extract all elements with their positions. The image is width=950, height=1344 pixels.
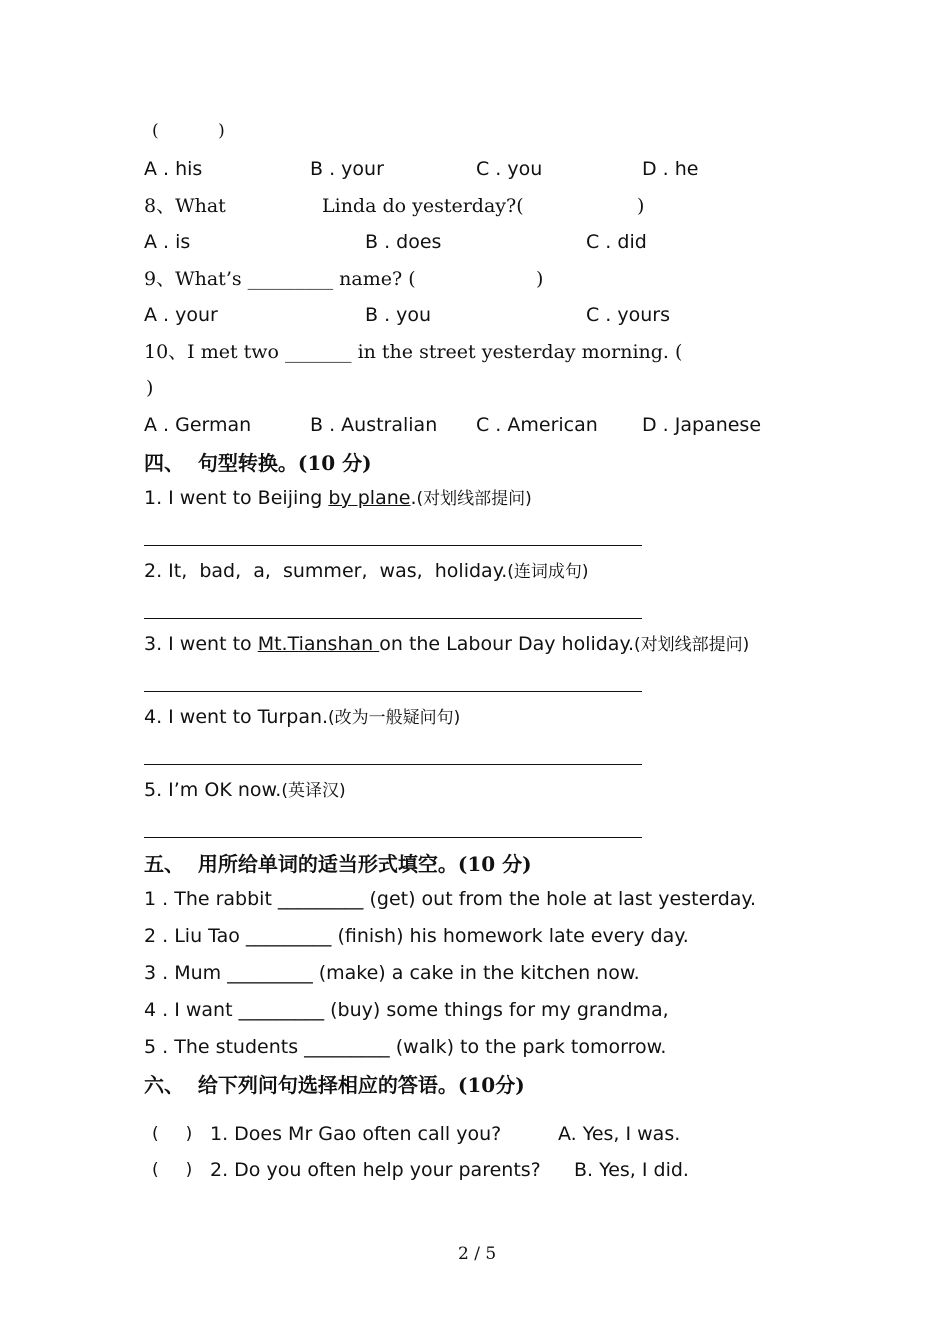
s4-item-2-note: (连词成句): [507, 562, 589, 582]
s5-item-3: 3 . Mum _________ (make) a cake in the kitchen now.: [144, 962, 640, 984]
q10-paren-close: ): [146, 377, 154, 399]
q10-stem: 10、I met two _______ in the street yesterday morning. (: [144, 341, 683, 363]
s4-item-3: [144, 635, 749, 654]
s4-item-5-text: 5. I’m OK now.: [144, 779, 282, 801]
q8-stem: 8、What: [144, 195, 226, 217]
section4-heading: 四、 句型转换。(10 分): [144, 451, 372, 475]
q8-paren-close: ): [637, 195, 645, 217]
s5-item-4: 4 . I want _________ (buy) some things for my grandma,: [144, 999, 669, 1021]
q7-option-b: B . your: [310, 158, 384, 180]
q9-option-c: C . yours: [586, 304, 671, 326]
s4-item-3-underlined: Mt.Tianshan: [257, 633, 380, 655]
s4-answer-line-4[interactable]: [144, 764, 642, 765]
q7-option-c: C . you: [476, 158, 543, 180]
s6-item-2-answer: B. Yes, I did.: [574, 1159, 689, 1181]
q9-option-b: B . you: [365, 304, 432, 326]
s5-item-1: 1 . The rabbit _________ (get) out from the hole at last yesterday.: [144, 888, 757, 910]
s4-answer-line-3[interactable]: [144, 691, 642, 692]
section5-heading: 五、 用所给单词的适当形式填空。(10 分): [144, 852, 532, 876]
q8-option-a: A . is: [144, 231, 191, 253]
q7-option-d: D . he: [642, 158, 699, 180]
s4-item-1-underlined: by plane: [328, 487, 411, 509]
q7-answer-paren: ( ): [152, 121, 225, 141]
q10-option-c: C . American: [476, 414, 598, 436]
s4-item-4: [144, 708, 460, 727]
s6-item-1-paren: ( ): [152, 1124, 193, 1144]
s4-item-5: [144, 781, 346, 800]
q10-option-a: A . German: [144, 414, 252, 436]
s4-item-1-note: (对划线部提问): [416, 489, 532, 509]
s4-item-4-text: 4. I went to Turpan.: [144, 706, 329, 728]
q7-option-a: A . his: [144, 158, 203, 180]
s4-item-4-note: (改为一般疑问句): [328, 708, 461, 728]
s6-item-2-question: 2. Do you often help your parents?: [210, 1159, 541, 1181]
s6-item-1-answer: A. Yes, I was.: [558, 1123, 681, 1145]
s4-item-1-post: .: [410, 487, 417, 509]
s5-item-2: 2 . Liu Tao _________ (finish) his homework late every day.: [144, 925, 689, 947]
q9-stem: 9、What’s _________ name? (: [144, 268, 416, 290]
s6-item-1-question: 1. Does Mr Gao often call you?: [210, 1123, 502, 1145]
s4-item-3-note: (对划线部提问): [634, 635, 750, 655]
q10-option-d: D . Japanese: [642, 414, 762, 436]
q9-paren-close: ): [536, 268, 544, 290]
q8-option-c: C . did: [586, 231, 647, 253]
q10-option-b: B . Australian: [310, 414, 438, 436]
s5-item-5: 5 . The students _________ (walk) to the park tomorrow.: [144, 1036, 667, 1058]
s4-item-1: [144, 489, 532, 508]
page-number: 2 / 5: [458, 1244, 497, 1264]
s4-item-1-text: 1. I went to Beijing: [144, 487, 329, 509]
s4-item-5-note: (英译汉): [281, 781, 346, 801]
s4-item-2: [144, 562, 589, 581]
q8-stem-rest: Linda do yesterday?(: [322, 195, 524, 217]
s4-answer-line-5[interactable]: [144, 837, 642, 838]
section6-heading: 六、 给下列问句选择相应的答语。(10分): [144, 1073, 525, 1097]
s4-item-2-text: 2. It, bad, a, summer, was, holiday.: [144, 560, 508, 582]
q8-option-b: B . does: [365, 231, 442, 253]
s4-item-3-post: on the Labour Day holiday.: [379, 633, 635, 655]
s6-item-2-paren: ( ): [152, 1160, 193, 1180]
s4-item-3-text: 3. I went to: [144, 633, 258, 655]
q9-option-a: A . your: [144, 304, 218, 326]
s4-answer-line-2[interactable]: [144, 618, 642, 619]
s4-answer-line-1[interactable]: [144, 545, 642, 546]
